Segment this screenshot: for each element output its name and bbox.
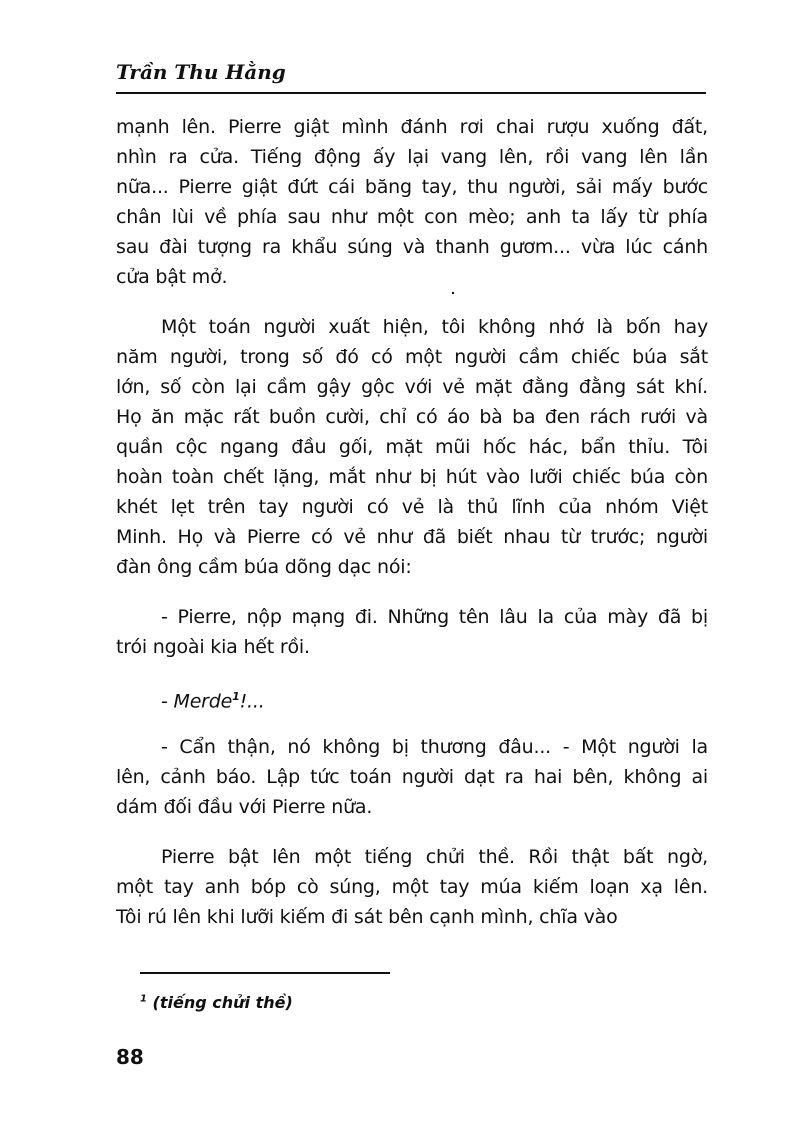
text-line: đàn ông cầm búa dõng dạc nói: — [116, 556, 412, 578]
text-line: nữa... Pierre giật đứt cái băng tay, thu người, sải mấy bước — [116, 176, 708, 198]
text-line: Họ ăn mặc rất buồn cười, chỉ có áo bà ba đen rách rưới và — [116, 406, 708, 428]
paragraph — [116, 842, 708, 932]
text-line: Pierre bật lên một tiếng chửi thề. Rồi thật bất ngờ, — [161, 846, 708, 868]
text-line: Minh. Họ và Pierre có vẻ như đã biết nhau từ trước; người — [116, 526, 708, 548]
text-line: lớn, số còn lại cầm gậy gộc với vẻ mặt đằng đằng sát khí. — [116, 376, 708, 398]
footnote — [140, 993, 293, 1012]
text-line: khét lẹt trên tay người có vẻ là thủ lĩnh của nhóm Việt — [116, 496, 708, 518]
page-number: 88 — [116, 1045, 144, 1069]
exclamation-word: Merde — [173, 690, 233, 713]
paragraph — [116, 312, 708, 582]
text-line: một tay anh bóp cò súng, một tay múa kiếm loạn xạ lên. — [116, 876, 708, 898]
footnote-ref: 1 — [232, 690, 240, 703]
text-line: dám đối đầu với Pierre nữa. — [116, 796, 373, 818]
text-line: trói ngoài kia hết rồi. — [116, 636, 310, 658]
text-line: chân lùi về phía sau như một con mèo; anh ta lấy từ phía — [116, 206, 708, 228]
text-line: năm người, trong số đó có một người cầm chiếc búa sắt — [116, 346, 708, 368]
text-line: lên, cảnh báo. Lập tức toán người dạt ra hai bên, không ai — [116, 766, 708, 788]
footnote-mark: 1 — [140, 993, 147, 1005]
exclamation-line — [116, 682, 708, 712]
header-rule — [116, 92, 706, 94]
paragraph — [116, 602, 708, 662]
paragraph — [116, 112, 708, 292]
footnote-text: (tiếng chửi thề) — [152, 993, 293, 1012]
text-line: - Cẩn thận, nó không bị thương đâu... - Một người la — [161, 736, 708, 758]
text-line: Tôi rú lên khi lưỡi kiếm đi sát bên cạnh mình, chĩa vào — [116, 906, 618, 928]
body-text — [116, 112, 708, 952]
text-line: hoàn toàn chết lặng, mắt như bị hút vào lưỡi chiếc búa còn — [116, 466, 708, 488]
text-line: nhìn ra cửa. Tiếng động ấy lại vang lên, rồi vang lên lần — [116, 146, 708, 168]
dash: - — [161, 690, 174, 713]
text-line: sau đài tượng ra khẩu súng và thanh gươm... vừa lúc cánh — [116, 236, 708, 258]
footnote-rule — [140, 972, 390, 974]
text-line: quần cộc ngang đầu gối, mặt mũi hốc hác, bẩn thỉu. Tôi — [116, 436, 708, 458]
paragraph — [116, 682, 708, 712]
text-line: mạnh lên. Pierre giật mình đánh rơi chai rượu xuống đất, — [116, 116, 708, 138]
text-line: - Pierre, nộp mạng đi. Những tên lâu la của mày đã bị — [161, 606, 708, 628]
text-line: Một toán người xuất hiện, tôi không nhớ là bốn hay — [161, 316, 708, 338]
running-header-author: Trần Thu Hằng — [116, 60, 286, 84]
paragraph — [116, 732, 708, 822]
exclamation-suffix: !... — [239, 690, 265, 713]
text-line: cửa bật mở. — [116, 266, 228, 288]
